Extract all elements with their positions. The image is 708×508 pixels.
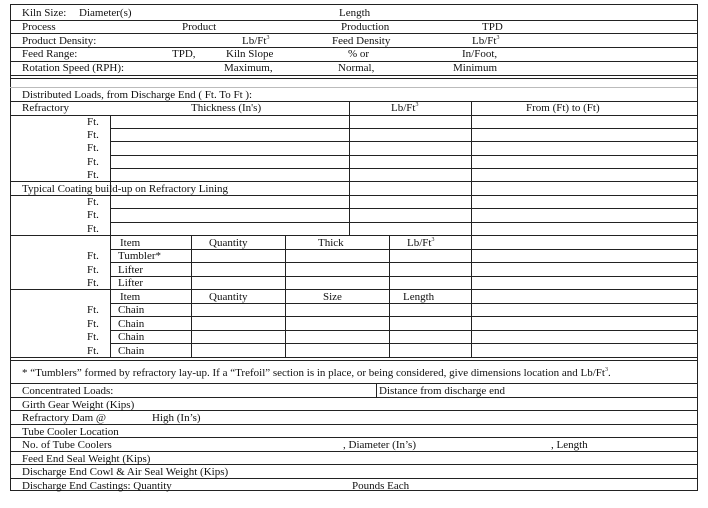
tumbler-label: Tumbler*	[118, 250, 161, 262]
chain-label: Chain	[118, 331, 145, 343]
dam-height-label: High (In’s)	[152, 412, 201, 424]
concentrated-loads-title: Concentrated Loads:	[22, 385, 114, 397]
item-header: Item	[120, 291, 141, 303]
length-label: Length	[339, 7, 371, 19]
pounds-each-label: Pounds Each	[352, 480, 410, 492]
tube-cooler-length-label: , Length	[551, 439, 588, 451]
tumbler-footnote: * “Tumblers” formed by refractory lay-up. If a “Trefoil” section is in place, or being considered, give dimensions location and Lb/Ft$^3$.	[22, 367, 611, 379]
chain-label: Chain	[118, 304, 145, 316]
product-density-unit: Lb/Ft$^3$	[242, 35, 270, 47]
ft-label: Ft.	[87, 277, 99, 289]
size-header: Size	[323, 291, 342, 303]
discharge-castings-label: Discharge End Castings: Quantity	[22, 480, 172, 492]
lbft3-header: Lb/Ft$^3$	[407, 237, 435, 249]
ft-label: Ft.	[87, 318, 99, 330]
diameter-label: Diameter(s)	[79, 7, 132, 19]
coating-title: Typical Coating build-up on Refractory Lining	[22, 183, 229, 195]
rotation-normal-label: Normal,	[338, 62, 375, 74]
slope-percent-label: % or	[348, 48, 370, 60]
ft-label: Ft.	[87, 264, 99, 276]
refractory-dam-label: Refractory Dam @	[22, 412, 107, 424]
quantity-header: Quantity	[209, 291, 248, 303]
production-label: Production	[341, 21, 390, 33]
feed-range-label: Feed Range:	[22, 48, 78, 60]
lbft3-column-header: Lb/Ft$^3$	[391, 102, 419, 114]
from-to-column-header: From (Ft) to (Ft)	[526, 102, 600, 114]
item-header: Item	[120, 237, 141, 249]
chain-label: Chain	[118, 318, 145, 330]
lifter-label: Lifter	[118, 264, 144, 276]
ft-label: Ft.	[87, 156, 99, 168]
feed-density-label: Feed Density	[332, 35, 391, 47]
discharge-cowl-weight-label: Discharge End Cowl & Air Seal Weight (Kips)	[22, 466, 229, 478]
quantity-header: Quantity	[209, 237, 248, 249]
refractory-column-header: Refractory	[22, 102, 70, 114]
product-density-label: Product Density:	[22, 35, 97, 47]
ft-label: Ft.	[87, 209, 99, 221]
thickness-column-header: Thickness (In's)	[191, 102, 262, 114]
tube-cooler-count-label: No. of Tube Coolers	[22, 439, 112, 451]
ft-label: Ft.	[87, 142, 99, 154]
process-label: Process	[22, 21, 56, 33]
ft-label: Ft.	[87, 223, 99, 235]
tpd-label: TPD	[482, 21, 503, 33]
ft-label: Ft.	[87, 345, 99, 357]
ft-label: Ft.	[87, 304, 99, 316]
tube-cooler-location-label: Tube Cooler Location	[22, 426, 119, 438]
rotation-speed-label: Rotation Speed (RPH):	[22, 62, 125, 74]
ft-label: Ft.	[87, 129, 99, 141]
distance-from-discharge-label: Distance from discharge end	[379, 385, 505, 397]
ft-label: Ft.	[87, 331, 99, 343]
slope-in-foot-label: In/Foot,	[462, 48, 498, 60]
ft-label: Ft.	[87, 196, 99, 208]
rotation-maximum-label: Maximum,	[224, 62, 273, 74]
girth-gear-weight-label: Girth Gear Weight (Kips)	[22, 399, 135, 411]
kiln-size-label: Kiln Size:	[22, 7, 67, 19]
tube-cooler-diameter-label: , Diameter (In’s)	[343, 439, 416, 451]
feed-end-seal-weight-label: Feed End Seal Weight (Kips)	[22, 453, 151, 465]
feed-range-unit: TPD,	[172, 48, 196, 60]
kiln-slope-label: Kiln Slope	[226, 48, 274, 60]
ft-label: Ft.	[87, 250, 99, 262]
thick-header: Thick	[318, 237, 344, 249]
ft-label: Ft.	[87, 169, 99, 181]
chain-label: Chain	[118, 345, 145, 357]
rotation-minimum-label: Minimum	[453, 62, 498, 74]
distributed-loads-title: Distributed Loads, from Discharge End ( Ft. To Ft ):	[22, 89, 253, 101]
ft-label: Ft.	[87, 116, 99, 128]
lifter-label: Lifter	[118, 277, 144, 289]
product-label: Product	[182, 21, 217, 33]
feed-density-unit: Lb/Ft$^3$	[472, 35, 500, 47]
length-header: Length	[403, 291, 435, 303]
